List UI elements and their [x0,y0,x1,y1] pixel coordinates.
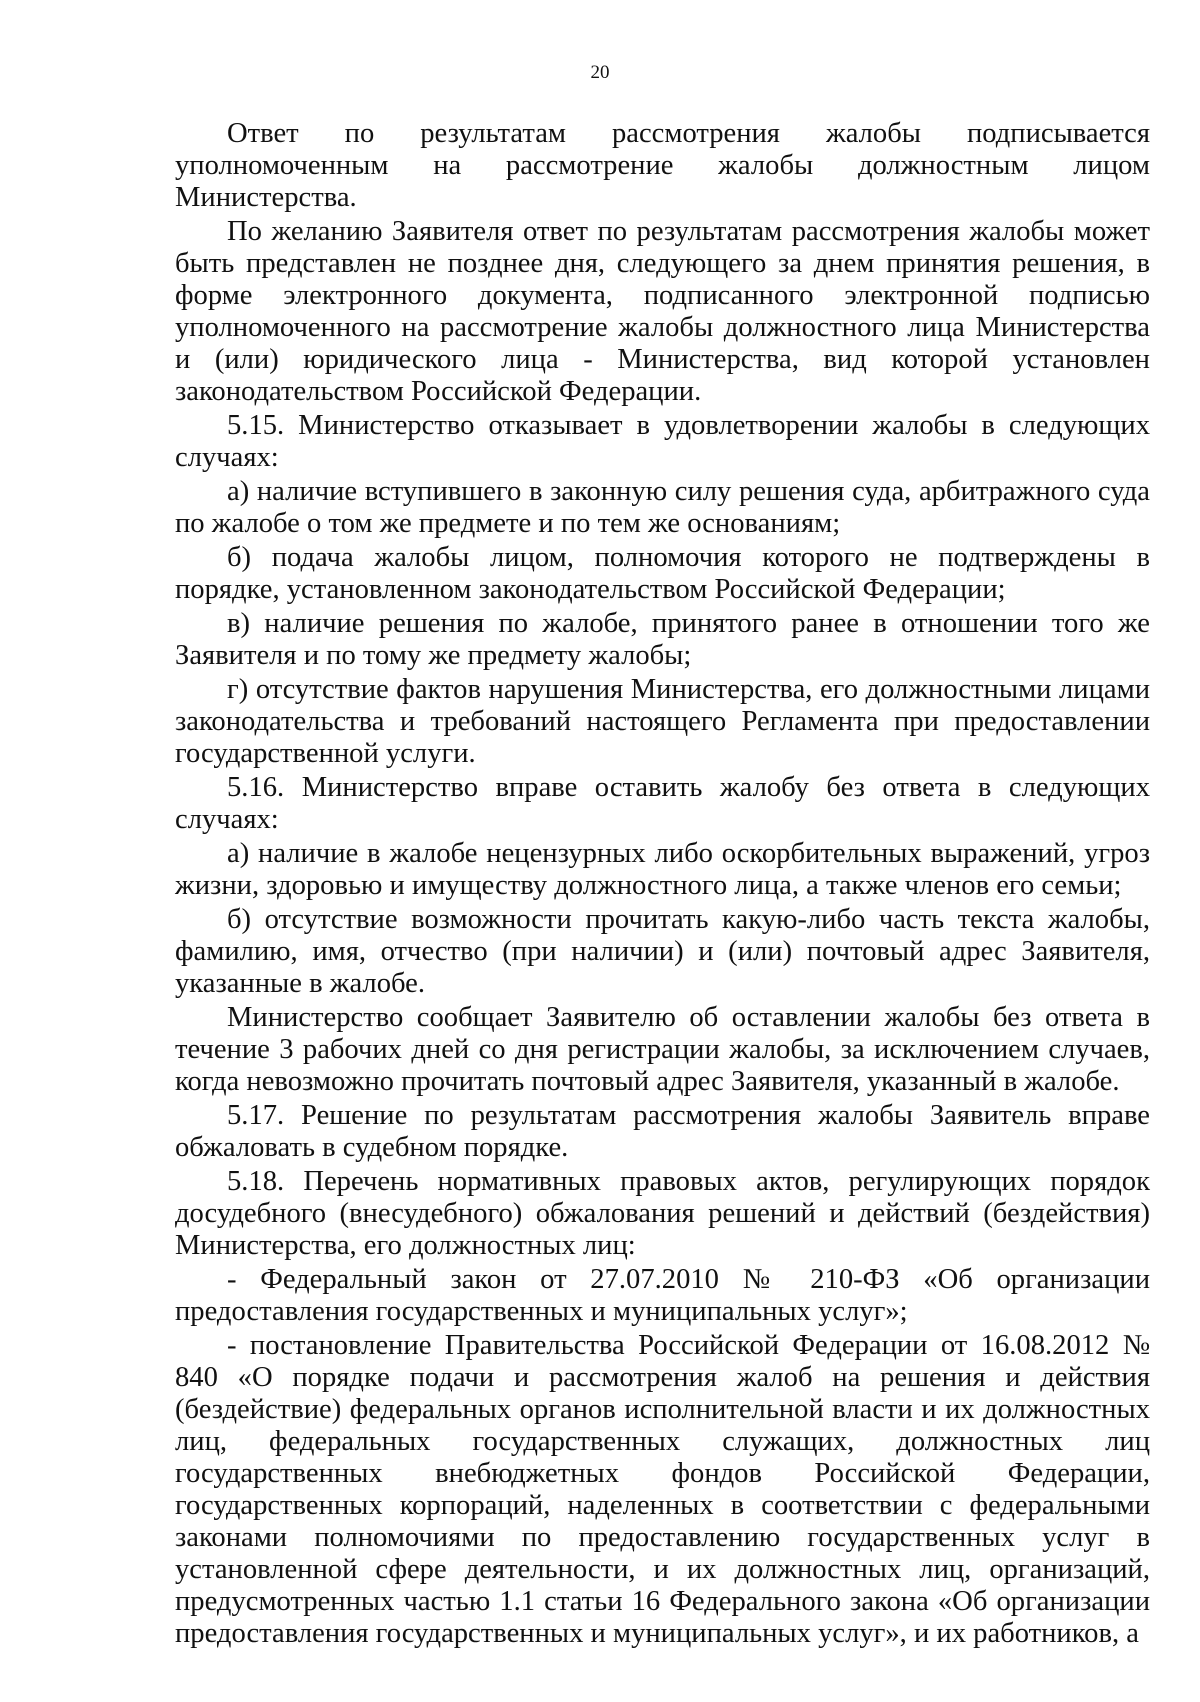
paragraph-5-15-v: в) наличие решения по жалобе, принятого ранее в отношении того же Заявителя и по тому же предмету жалобы; [175,608,1150,671]
page-number: 20 [590,62,610,83]
document-body [175,118,1150,1650]
paragraph-5-16-b: б) отсутствие возможности прочитать какую-либо часть текста жалобы, фамилию, имя, отчество (при наличии) и (или) почтовый адрес Заявителя, указанные в жалобе. [175,904,1150,999]
paragraph-5-15-a: а) наличие вступившего в законную силу решения суда, арбитражного суда по жалобе о том же предмете и по тем же основаниям; [175,476,1150,539]
paragraph-notification: Министерство сообщает Заявителю об оставлении жалобы без ответа в течение 3 рабочих дней со дня регистрации жалобы, за исключением случаев, когда невозможно прочитать почтовый адрес Заявителя, указанный в жалобе. [175,1002,1150,1097]
paragraph-5-18: 5.18. Перечень нормативных правовых актов, регулирующих порядок досудебного (внесудебного) обжалования решений и действий (бездействия) Министерства, его должностных лиц: [175,1166,1150,1261]
paragraph-electronic-answer: По желанию Заявителя ответ по результатам рассмотрения жалобы может быть представлен не позднее дня, следующего за днем принятия решения, в форме электронного документа, подписанного электронной подписью уполномоченного на рассмотрение жалобы должностного лица Министерства и (или) юридического лица - Министерства, вид которой установлен законодательством Российской Федерации. [175,216,1150,407]
paragraph-answer-signed: Ответ по результатам рассмотрения жалобы подписывается уполномоченным на рассмотрение жалобы должностным лицом Министерства. [175,118,1150,213]
list-item-government-decree: - постановление Правительства Российской Федерации от 16.08.2012 № 840 «О порядке подачи и рассмотрения жалоб на решения и действия (бездействие) федеральных органов исполнительной власти и их должностных лиц, федеральных государственных служащих, должностных лиц государственных внебюджетных фондов Российской Федерации, государственных корпораций, наделенных в соответствии с федеральными законами полномочиями по предоставлению государственных услуг в установленной сфере деятельности, и их должностных лиц, организаций, предусмотренных частью 1.1 статьи 16 Федерального закона «Об организации предоставления государственных и муниципальных услуг», и их работников, а [175,1330,1150,1649]
paragraph-5-17: 5.17. Решение по результатам рассмотрения жалобы Заявитель вправе обжаловать в судебном порядке. [175,1100,1150,1163]
paragraph-5-15-g: г) отсутствие фактов нарушения Министерства, его должностными лицами законодательства и требований настоящего Регламента при предоставлении государственной услуги. [175,674,1150,769]
paragraph-5-15-b: б) подача жалобы лицом, полномочия которого не подтверждены в порядке, установленном законодательством Российской Федерации; [175,542,1150,605]
paragraph-5-16-a: а) наличие в жалобе нецензурных либо оскорбительных выражений, угроз жизни, здоровью и имуществу должностного лица, а также членов его семьи; [175,838,1150,901]
paragraph-5-15: 5.15. Министерство отказывает в удовлетворении жалобы в следующих случаях: [175,410,1150,473]
list-item-federal-law: - Федеральный закон от 27.07.2010 № 210-ФЗ «Об организации предоставления государственных и муниципальных услуг»; [175,1264,1150,1327]
paragraph-5-16: 5.16. Министерство вправе оставить жалобу без ответа в следующих случаях: [175,772,1150,835]
